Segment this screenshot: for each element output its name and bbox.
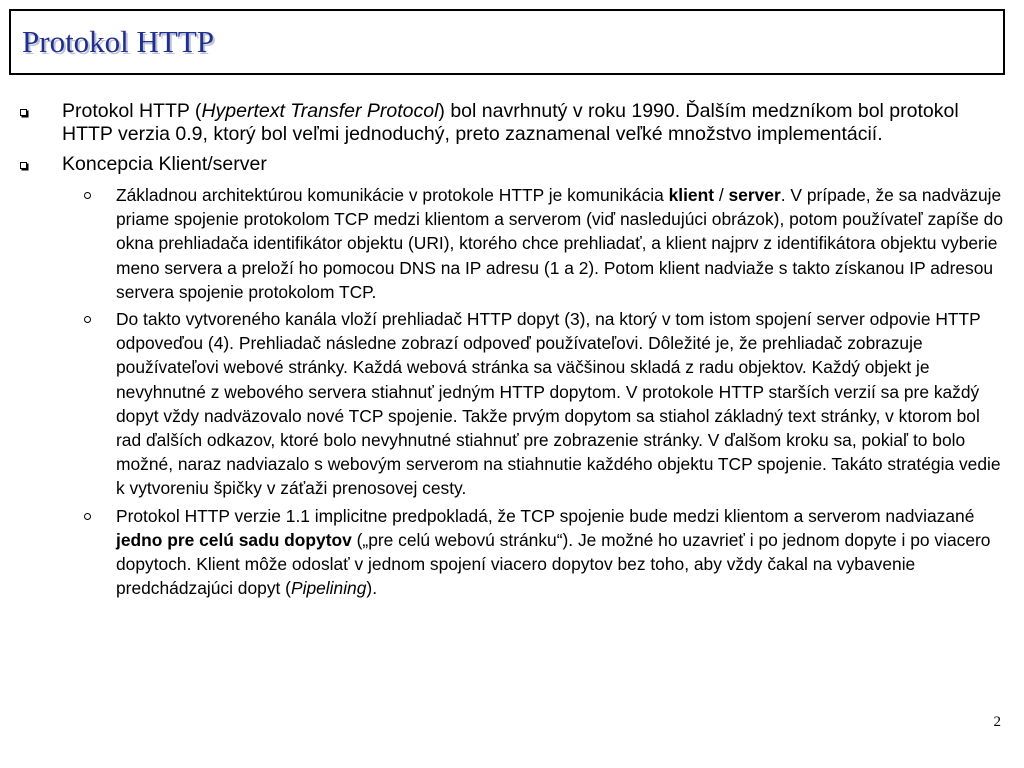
sub-bullet-3	[20, 504, 1005, 601]
sub-bullet-2	[20, 307, 1005, 501]
text-run-bold: server	[728, 185, 781, 205]
circle-bullet-icon	[84, 513, 91, 520]
square-bullet-icon	[20, 109, 27, 116]
text-run-italic: Pipelining	[290, 578, 367, 599]
text-run-bold: jedno pre celú sadu dopytov	[116, 529, 352, 550]
text-run: ) bol navrhnutý v roku 1990. Ďalším medzníkom bol protokol HTTP verzia 0.9, ktorý bol veľmi jednoduchý, preto zaznamenal veľké množstvo implementácií.	[62, 100, 959, 145]
slide-content	[20, 100, 1005, 603]
text-run: /	[714, 185, 729, 205]
sub-bullet-2-text	[116, 309, 1001, 498]
text-run: Protokol HTTP (	[62, 100, 202, 122]
text-run: . V prípade, že sa nadväzuje priame spojenie protokolom TCP medzi klientom a serverom (viď nasledujúci obrázok), potom používateľ zapíše do okna prehliadača identifikátor objektu (URI), ktorého chce prehliadať, a klient najprv z identifikátora objektu vyberie meno servera a preloží ho pomocou DNS na IP adresu (1 a 2). Potom klient nadviaže s takto získanou IP adresou servera spojenie protokolom TCP.	[116, 185, 1003, 302]
bullet-1	[20, 100, 1005, 146]
slide-title: Protokol HTTP	[22, 24, 215, 59]
circle-bullet-icon	[84, 316, 91, 323]
text-run: Koncepcia Klient/server	[62, 153, 267, 175]
bullet-2-text	[62, 153, 267, 175]
text-run-italic: Hypertext Transfer Protocol	[201, 100, 439, 122]
text-run-bold: klient	[668, 185, 714, 205]
text-run: Základnou architektúrou komunikácie v protokole HTTP je komunikácia	[116, 185, 669, 205]
page-number: 2	[993, 714, 1001, 730]
sub-bullet-3-text	[116, 506, 990, 599]
text-run: ).	[366, 578, 378, 599]
bullet-2	[20, 153, 1005, 176]
bullet-1-text	[62, 100, 959, 145]
sub-bullet-1	[20, 183, 1005, 304]
sub-bullet-1-text	[116, 185, 1003, 302]
text-run: Do takto vytvoreného kanála vloží prehliadač HTTP dopyt (3), na ktorý v tom istom spojení server odpovie HTTP odpoveďou (4). Prehliadač následne zobrazí odpoveď používateľovi. Dôležité je, že prehliadač zobrazuje používateľovi webové stránky. Každá webová stránka sa väčšinou skladá z radu objektov. Každý objekt je nevyhnutné z webového servera stiahnuť jedným HTTP dopytom. V protokole HTTP starších verzií sa pre každý dopyt vždy nadväzovalo nové TCP spojenie. Takže prvým dopytom sa stiahol základný text stránky, v ktorom bol rad ďalších odkazov, ktoré bolo nevyhnutné stiahnuť pre zobrazenie stránky. V ďalšom kroku sa, pokiaľ to bolo možné, naraz nadviazalo s webovým serverom na stiahnutie každého objektu TCP spojenie. Takáto stratégia vedie k vytvoreniu špičky v záťaži prenosovej cesty.	[116, 309, 1001, 499]
square-bullet-icon	[20, 162, 27, 169]
title-box	[9, 9, 1005, 75]
text-run: Protokol HTTP verzie 1.1 implicitne predpokladá, že TCP spojenie bude medzi klientom a serverom nadviazané	[116, 505, 975, 526]
circle-bullet-icon	[84, 192, 91, 199]
text-run: („pre celú webovú stránku“). Je možné ho uzavrieť i po jednom dopyte i po viacero dopytoch. Klient môže odoslať v jednom spojení viacero dopytov bez toho, aby vždy čakal na vybavenie predchádzajúci dopyt (	[116, 529, 991, 599]
